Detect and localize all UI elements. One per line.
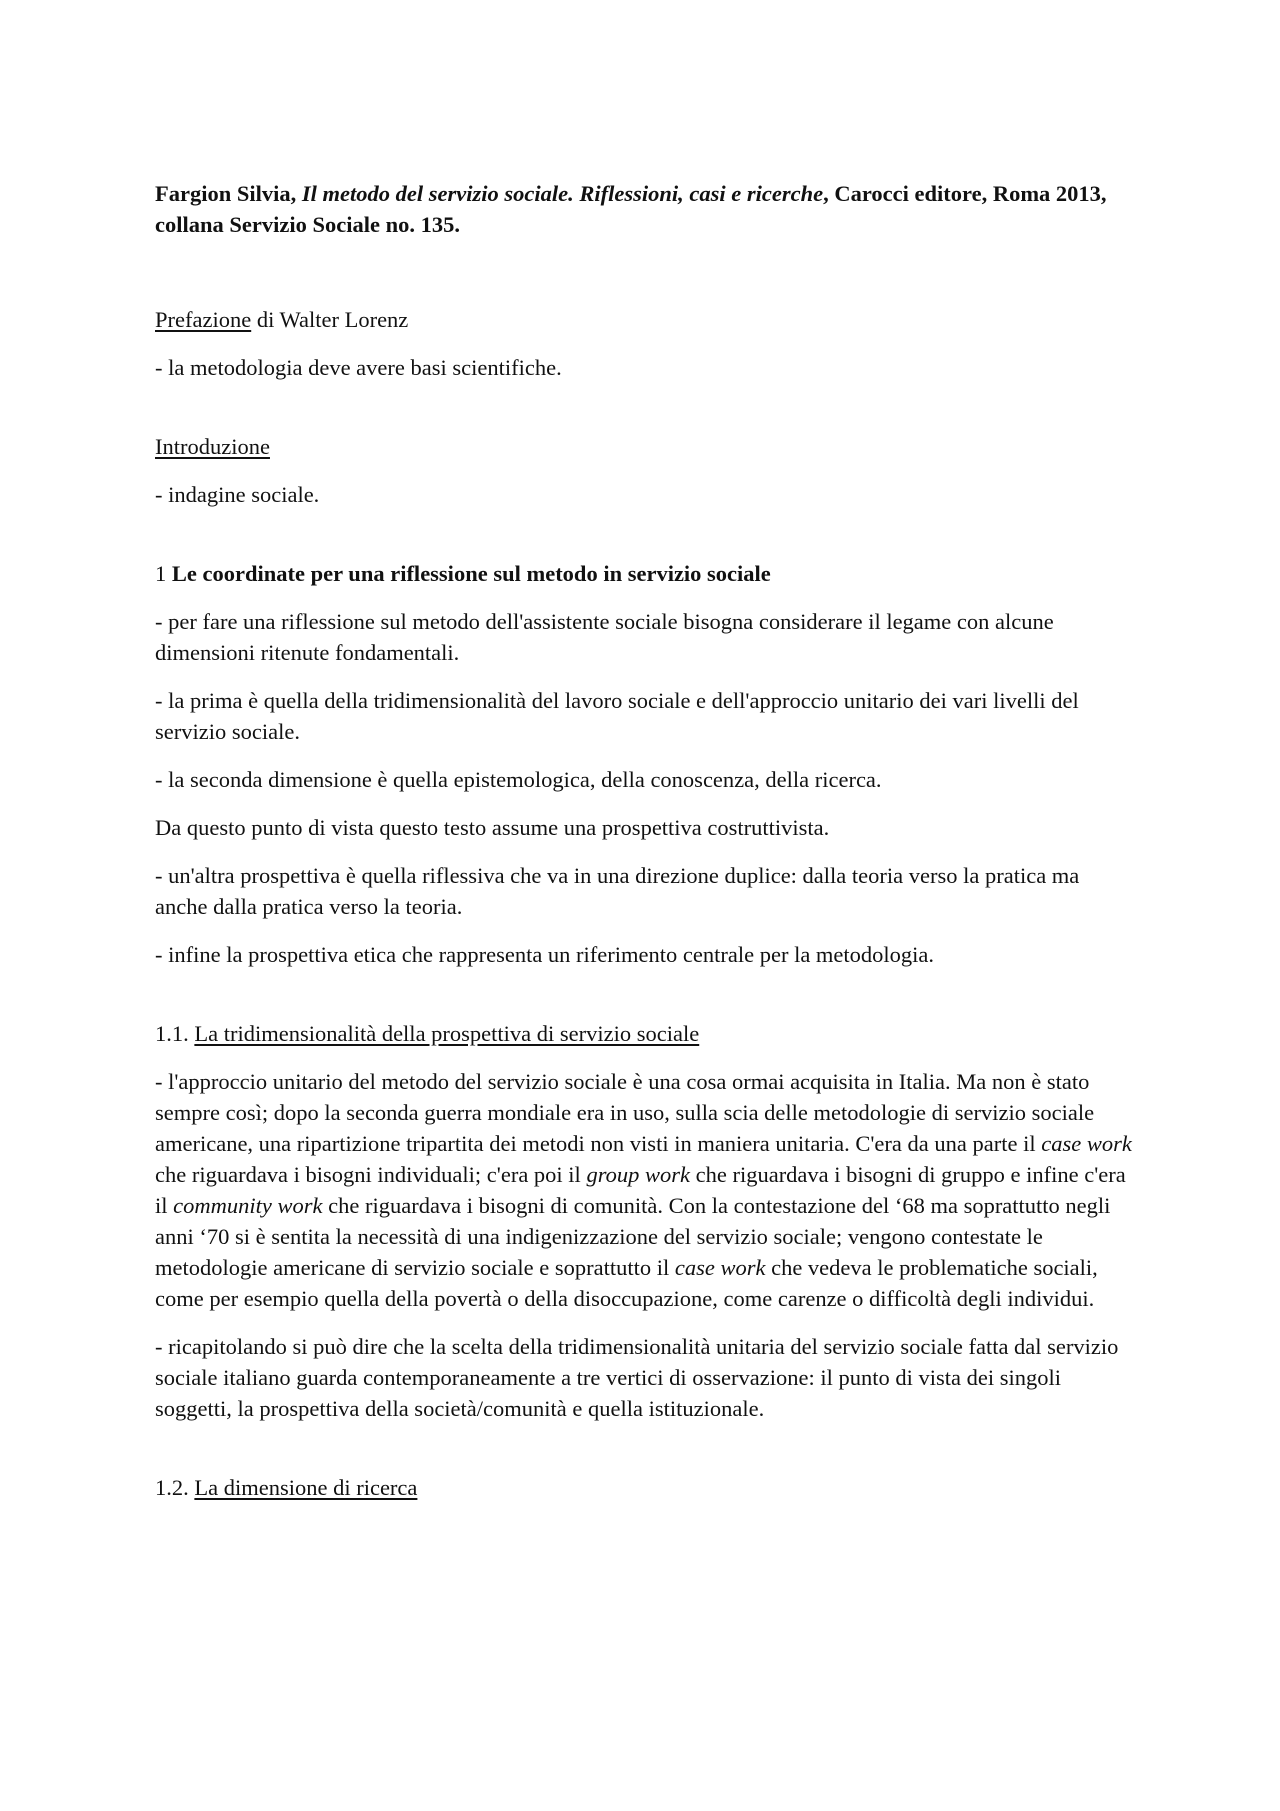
chapter-1-paragraph: - la seconda dimensione è quella epistemologica, della conoscenza, della ricerca.	[155, 767, 882, 792]
preface-author: di Walter Lorenz	[251, 307, 409, 332]
citation-publisher: , Carocci editore, Roma 2013, collana Servizio Sociale no. 135.	[155, 181, 1107, 237]
italic-term: case work	[1041, 1131, 1132, 1156]
document-body	[155, 178, 1135, 1520]
text-run: che riguardava i bisogni individuali; c'era poi il	[155, 1162, 587, 1187]
citation-title: Il metodo del servizio sociale. Riflessioni, casi e ricerche	[301, 181, 824, 206]
text-run: che vedeva le problematiche sociali, come per esempio quella della povertà o della disoccupazione, come carenze o difficoltà degli individui.	[155, 1255, 1098, 1311]
bibliographic-citation	[155, 178, 1135, 240]
introduction-title: Introduzione	[155, 434, 270, 459]
introduction-item: - indagine sociale.	[155, 482, 320, 507]
section-1-1-number: 1.1.	[155, 1021, 195, 1046]
chapter-1-paragraph: Da questo punto di vista questo testo assume una prospettiva costruttivista.	[155, 815, 830, 840]
chapter-1-paragraph: - per fare una riflessione sul metodo dell'assistente sociale bisogna considerare il legame con alcune dimensioni ritenute fondamentali.	[155, 609, 1054, 665]
preface-heading	[155, 304, 1135, 335]
chapter-1-paragraph: - un'altra prospettiva è quella riflessiva che va in una direzione duplice: dalla teoria verso la pratica ma anche dalla pratica verso la teoria.	[155, 863, 1080, 919]
section-1-2-number: 1.2.	[155, 1475, 195, 1500]
text-run: - l'approccio unitario del metodo del servizio sociale è una cosa ormai acquisita in Italia. Ma non è stato sempre così; dopo la seconda guerra mondiale era in uso, sulla scia delle metodologie di servizio sociale americane, una ripartizione tripartita dei metodi non visti in maniera unitaria. C'era da una parte il	[155, 1069, 1095, 1156]
chapter-1-paragraph: - la prima è quella della tridimensionalità del lavoro sociale e dell'approccio unitario dei vari livelli del servizio sociale.	[155, 688, 1079, 744]
text-run: che riguardava i bisogni di comunità. Con la contestazione del ‘68 ma soprattutto negli anni ‘70 si è sentita la necessità di una indigenizzazione del servizio sociale; vengono contestate le metodologie americane di servizio sociale e soprattutto il	[155, 1193, 1111, 1280]
section-1-1-title: La tridimensionalità della prospettiva di servizio sociale	[194, 1021, 700, 1046]
chapter-1-number: 1	[155, 561, 172, 586]
preface-title: Prefazione	[155, 307, 252, 332]
section-1-2-heading	[155, 1472, 1135, 1503]
text-run: che riguardava i bisogni di gruppo e infine c'era il	[155, 1162, 1126, 1218]
introduction-heading	[155, 431, 1135, 462]
section-1-1-heading	[155, 1018, 1135, 1049]
section-1-1-paragraph	[155, 1066, 1135, 1314]
citation-author: Fargion Silvia,	[155, 181, 297, 206]
italic-term: community work	[173, 1193, 323, 1218]
section-1-2-title: La dimensione di ricerca	[194, 1475, 418, 1500]
chapter-1-heading	[155, 558, 1135, 589]
italic-term: case work	[674, 1255, 766, 1280]
italic-term: group work	[586, 1162, 690, 1187]
section-1-1-paragraph: - ricapitolando si può dire che la scelta della tridimensionalità unitaria del servizio sociale fatta dal servizio sociale italiano guarda contemporaneamente a tre vertici di osservazione: il punto di vista dei singoli soggetti, la prospettiva della società/comunità e quella istituzionale.	[155, 1334, 1119, 1421]
chapter-1-title: Le coordinate per una riflessione sul metodo in servizio sociale	[171, 561, 771, 586]
chapter-1-paragraph: - infine la prospettiva etica che rappresenta un riferimento centrale per la metodologia.	[155, 942, 935, 967]
preface-item: - la metodologia deve avere basi scientifiche.	[155, 355, 562, 380]
